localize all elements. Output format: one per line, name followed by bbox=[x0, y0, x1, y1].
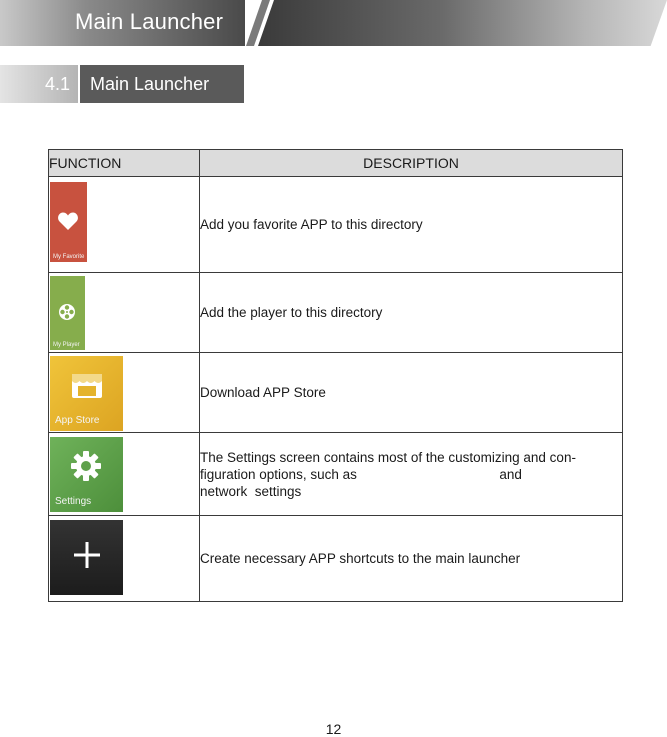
description-cell bbox=[200, 177, 623, 273]
section-number: 4.1 bbox=[0, 65, 78, 103]
description-cell bbox=[200, 353, 623, 433]
function-cell bbox=[49, 433, 200, 516]
table-row bbox=[49, 516, 623, 602]
description-column-header: DESCRIPTION bbox=[200, 150, 623, 177]
function-cell bbox=[49, 353, 200, 433]
film-reel-icon bbox=[58, 303, 76, 321]
function-column-header: FUNCTION bbox=[49, 150, 200, 177]
plus-icon bbox=[72, 540, 102, 570]
description-cell bbox=[200, 273, 623, 353]
description-line: Add you favorite APP to this directory bbox=[200, 217, 423, 232]
my-favorite-tile bbox=[50, 182, 87, 262]
table-row bbox=[49, 273, 623, 353]
section-title: Main Launcher bbox=[80, 65, 244, 103]
app-store-tile bbox=[50, 356, 123, 431]
settings-tile bbox=[50, 437, 123, 512]
tile-label: Settings bbox=[55, 496, 92, 507]
description-line: network settings bbox=[200, 483, 302, 499]
my-player-tile bbox=[50, 276, 85, 350]
function-table bbox=[48, 149, 623, 602]
tile-label: My Favorite bbox=[53, 254, 85, 260]
description-line: figuration options, such as and bbox=[200, 466, 522, 482]
description-cell bbox=[200, 516, 623, 602]
gear-icon bbox=[70, 450, 102, 482]
section-heading bbox=[0, 65, 244, 103]
table-header-row bbox=[49, 150, 623, 177]
page-header-title: Main Launcher bbox=[75, 9, 224, 34]
function-cell bbox=[49, 273, 200, 353]
tile-label: My Player bbox=[53, 342, 80, 348]
description-line: The Settings screen contains most of the customizing and con- bbox=[200, 449, 576, 465]
function-cell bbox=[49, 516, 200, 602]
store-icon bbox=[70, 372, 104, 400]
description-line: Create necessary APP shortcuts to the main launcher bbox=[200, 551, 521, 566]
description-line: Add the player to this directory bbox=[200, 305, 383, 320]
table-row bbox=[49, 433, 623, 516]
add-shortcut-tile bbox=[50, 520, 123, 595]
description-line: Download APP Store bbox=[200, 385, 326, 400]
function-cell bbox=[49, 177, 200, 273]
heart-icon bbox=[57, 211, 79, 231]
header-banner-right bbox=[258, 0, 667, 46]
description-cell bbox=[200, 433, 623, 516]
tile-label: App Store bbox=[55, 415, 100, 426]
page-number: 12 bbox=[325, 721, 342, 737]
table-row bbox=[49, 177, 623, 273]
table-row bbox=[49, 353, 623, 433]
